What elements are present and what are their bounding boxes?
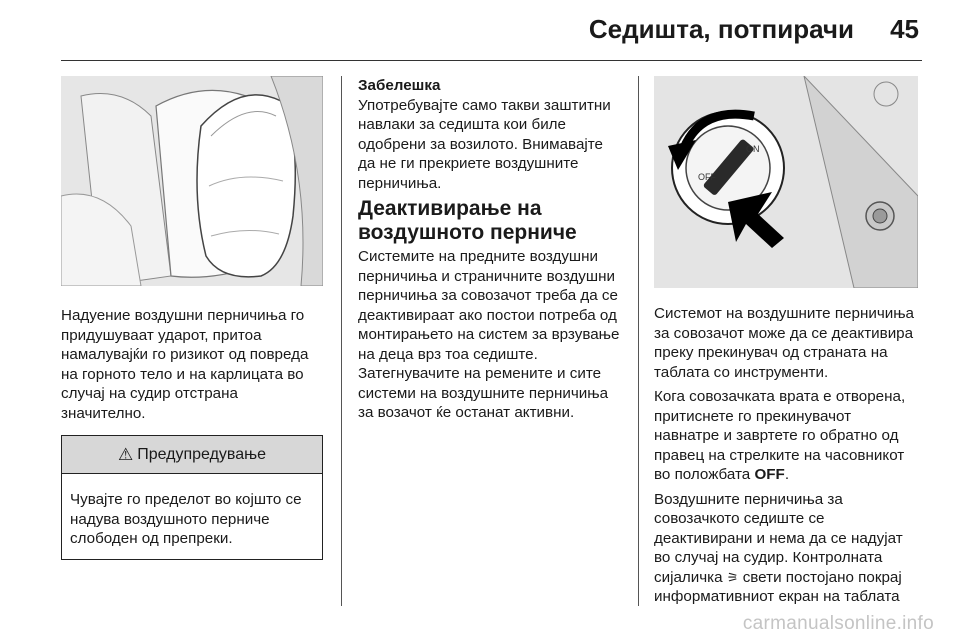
switch-off-label: OFF	[698, 172, 716, 182]
warning-header	[62, 436, 322, 474]
column-3	[654, 76, 920, 607]
indicator-text-part: Воздушните перничиња за совозачкото седиште се деактивирани и нема да се надујат во случај на судир. Контролната сијаличка	[654, 490, 903, 586]
switch-instruction-text	[654, 387, 920, 485]
switch-on-label: ON	[746, 144, 760, 154]
page-header-title: Седишта, потпирачи	[588, 14, 854, 44]
column-separator-1	[341, 76, 342, 606]
indicator-text-end: свети постојано покрај информативниот екран на таблата	[654, 568, 902, 605]
deactivation-text: Системите на предните воздушни перничиња и страничните воздушни перничиња за совозачот треба да се деактивираат ако постои потреба од монтирањето на систем за врзување на деца врз тоа седиште. Затегнувачите на ремените и сите системи на воздушните перничиња за возачот ќе останат активни.	[358, 248, 620, 421]
switch-location-text: Системот на воздушните перничиња за совозачот може да се деактивира преку прекинувач од страната на таблата со инструменти.	[654, 305, 914, 381]
column-separator-2	[638, 76, 639, 606]
warning-title: Предупредување	[137, 445, 267, 463]
watermark: carmanualsonline.info	[742, 613, 934, 634]
header-rule	[61, 60, 922, 61]
indicator-text	[654, 490, 920, 607]
airbag-off-indicator-icon: ⚞	[726, 569, 739, 585]
warning-text: Чувајте го пределот во којшто се надува воздушното перниче слободен од препреки.	[70, 491, 302, 547]
off-position-label: OFF	[754, 466, 785, 483]
section-heading: Деактивирање на воздушното перниче	[358, 197, 577, 244]
instruction-text-part: Кога совозачката врата е отворена, притиснете го прекинувачот навнатре и завртете го обратно од правец на стрелките на часовникот во положбата	[654, 388, 906, 483]
note-text: Употребувајте само такви заштитни навлаки за седишта кои биле одобрени за возилото. Внимавајте да не ги прекриете воздушните перничиња.	[358, 96, 611, 192]
note-title: Забелешка	[358, 77, 441, 94]
column-1	[61, 76, 325, 560]
airbag-switch-illustration	[654, 76, 918, 288]
column-2	[358, 76, 624, 423]
page-number: 45	[890, 14, 919, 44]
side-airbag-description: Надуение воздушни перничиња го придушуваат ударот, притоа намалувајќи го ризикот од повреда на горното тело и на карлицата во случај на судир отстрана значително.	[61, 307, 309, 422]
instruction-text-end: .	[784, 466, 790, 483]
side-airbag-illustration	[61, 76, 323, 286]
warning-triangle-icon: ⚠	[117, 444, 134, 464]
warning-box	[61, 435, 323, 560]
